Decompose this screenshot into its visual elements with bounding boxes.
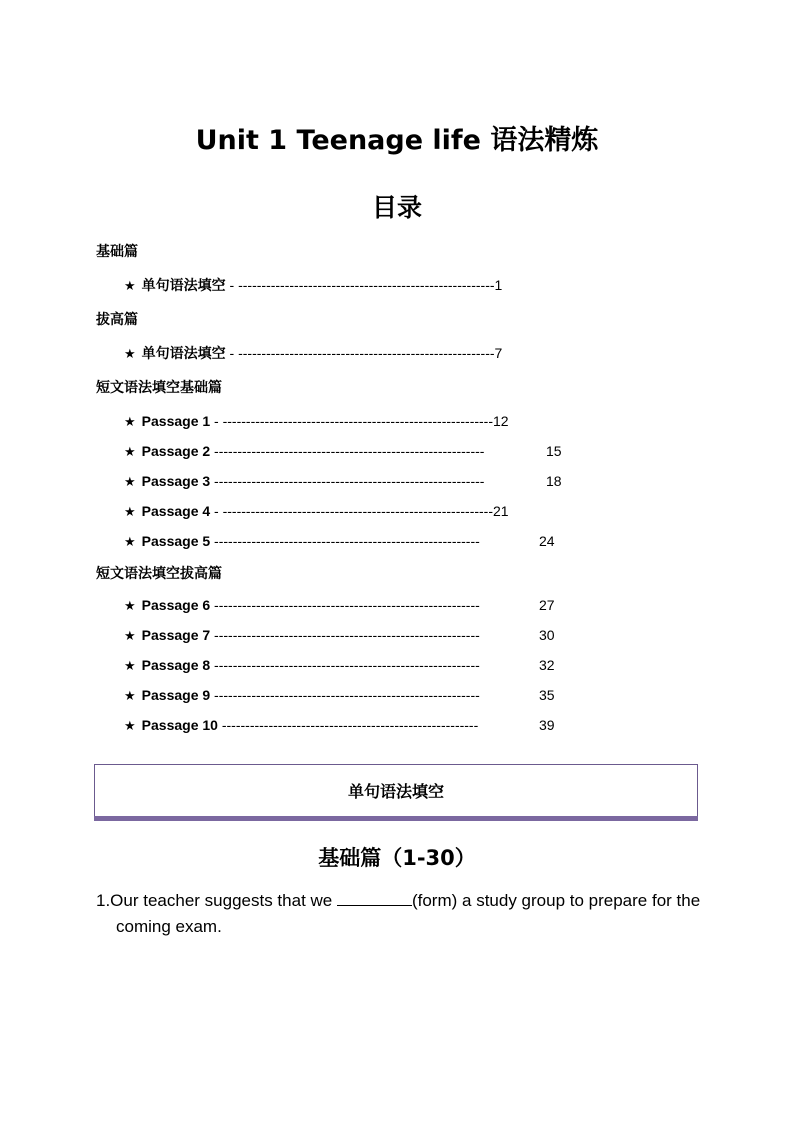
toc-section-passage-advanced: 短文语法填空拔高篇 (96, 566, 222, 582)
toc-page: 7 (494, 345, 503, 361)
toc-leader: - ---------------------------------------------------------- (210, 413, 493, 429)
toc-page: 15 (546, 443, 562, 459)
star-icon: ★ (124, 659, 136, 674)
toc-leader: --------------------------------------------------------- (210, 657, 480, 673)
star-icon: ★ (124, 505, 136, 520)
star-icon: ★ (124, 415, 136, 430)
toc-leader: ---------------------------------------------------------- (210, 473, 485, 489)
toc-section-basic: 基础篇 (96, 244, 138, 260)
toc-leader: --------------------------------------------------------- (210, 597, 480, 613)
toc-page: 39 (539, 717, 555, 733)
toc-entry-label: Passage 8 (141, 657, 211, 673)
toc-entry-label: Passage 1 (141, 413, 211, 429)
toc-entry-label: Passage 10 (141, 717, 218, 733)
star-icon: ★ (124, 689, 136, 704)
toc-leader: ---------------------------------------------------------- (210, 443, 485, 459)
toc-entry[interactable] (124, 413, 509, 433)
star-icon: ★ (124, 347, 136, 362)
document-title: Unit 1 Teenage life 语法精炼 (195, 125, 599, 156)
toc-page: 12 (493, 413, 509, 429)
toc-heading: 目录 (371, 193, 422, 222)
toc-entry[interactable] (124, 443, 564, 463)
answer-blank[interactable] (337, 891, 412, 906)
toc-entry-label: 单句语法填空 (141, 346, 226, 362)
toc-entry[interactable] (124, 597, 564, 617)
toc-entry-label: Passage 4 (141, 503, 211, 519)
toc-entry-label: Passage 9 (141, 687, 211, 703)
toc-leader: - ------------------------------------------------------- (225, 277, 495, 293)
toc-section-advanced: 拔高篇 (96, 312, 138, 328)
star-icon: ★ (124, 599, 136, 614)
star-icon: ★ (124, 279, 136, 294)
question-1-text-after: (form) a study group to prepare for the coming exam. (116, 891, 701, 936)
toc-entry[interactable] (124, 627, 564, 647)
toc-entry-label: Passage 3 (141, 473, 211, 489)
star-icon: ★ (124, 445, 136, 460)
question-1-text-before: 1.Our teacher suggests that we (96, 891, 337, 910)
toc-entry-label: Passage 5 (141, 533, 211, 549)
toc-page: 32 (539, 657, 555, 673)
toc-entry[interactable] (124, 343, 502, 363)
toc-entry[interactable] (124, 533, 564, 553)
toc-leader: - ---------------------------------------------------------- (210, 503, 493, 519)
section-header-box (94, 764, 698, 816)
toc-page: 35 (539, 687, 555, 703)
toc-leader: --------------------------------------------------------- (210, 627, 480, 643)
toc-page: 1 (494, 277, 503, 293)
section-header-bar (94, 816, 698, 821)
toc-entry[interactable] (124, 503, 509, 523)
toc-entry[interactable] (124, 657, 564, 677)
star-icon: ★ (124, 535, 136, 550)
toc-entry-label: Passage 7 (141, 627, 211, 643)
star-icon: ★ (124, 629, 136, 644)
section-header-label: 单句语法填空 (347, 782, 444, 801)
toc-page: 18 (546, 473, 562, 489)
star-icon: ★ (124, 475, 136, 490)
toc-page: 30 (539, 627, 555, 643)
toc-leader: --------------------------------------------------------- (210, 533, 480, 549)
toc-leader: --------------------------------------------------------- (210, 687, 480, 703)
toc-entry[interactable] (124, 687, 564, 707)
toc-entry-label: 单句语法填空 (141, 278, 226, 294)
toc-leader: ------------------------------------------------------- (217, 717, 479, 733)
toc-page: 24 (539, 533, 555, 549)
question-1 (96, 888, 706, 940)
toc-entry-label: Passage 2 (141, 443, 211, 459)
toc-page: 27 (539, 597, 555, 613)
toc-entry[interactable] (124, 717, 564, 737)
toc-entry[interactable] (124, 473, 564, 493)
toc-section-passage-basic: 短文语法填空基础篇 (96, 380, 222, 396)
sub-heading: 基础篇（1-30） (318, 846, 476, 870)
toc-entry[interactable] (124, 275, 502, 295)
toc-page: 21 (493, 503, 509, 519)
star-icon: ★ (124, 719, 136, 734)
toc-leader: - ------------------------------------------------------- (225, 345, 495, 361)
toc-entry-label: Passage 6 (141, 597, 211, 613)
